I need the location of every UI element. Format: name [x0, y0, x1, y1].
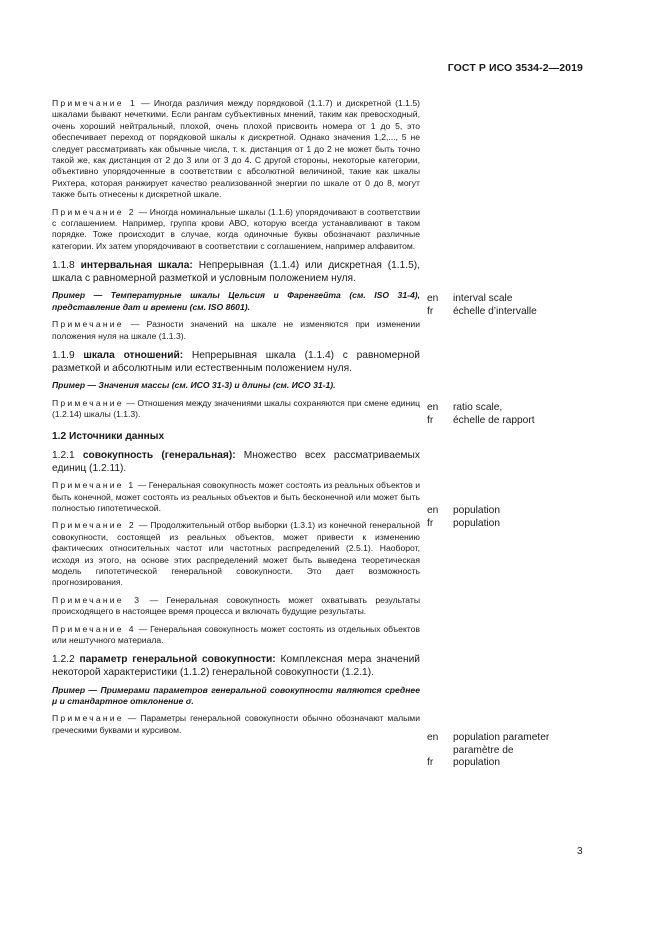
term-number: 1.1.8	[52, 260, 75, 272]
note-text: — Иногда номинальные шкалы (1.1.6) упорядочивают в соответствии с соглашением. Например, группа крови АВО, которую всегда устанавливают в таком порядке. Тоже происходит в случае, когда одиночные буквы обозначают различные категории. Их затем упорядочивают в соответствии с соглашением, например алфавитом.	[52, 206, 421, 251]
term-name: параметр генеральной совокупности:	[79, 654, 276, 666]
note-label: Примечание 1	[52, 98, 138, 108]
note-text: — Параметры генеральной совокупности обычно обозначают малыми греческими буквами и курсивом.	[52, 713, 420, 735]
term-name: совокупность (генеральная):	[82, 449, 236, 461]
translation-row	[427, 505, 587, 518]
translated-term: ratio scale,	[453, 402, 503, 413]
translation-row	[427, 402, 587, 415]
translation-row	[427, 415, 587, 428]
translated-term: population	[453, 757, 501, 769]
language-code: en	[427, 732, 439, 743]
note-paragraph	[52, 595, 420, 618]
note-label: Примечание 2	[52, 520, 136, 531]
language-code: en	[427, 505, 439, 516]
language-code: fr	[427, 757, 434, 769]
translation-row	[427, 757, 587, 770]
note-label: Примечание 1	[52, 480, 136, 491]
note-text: — Генеральная совокупность может охватывать результаты происходящего в настоящее время процесса и включать будущие результаты.	[52, 594, 421, 617]
language-code: fr	[427, 305, 434, 317]
translation-row	[427, 732, 587, 745]
note-paragraph	[52, 319, 420, 342]
note-paragraph	[52, 207, 420, 253]
page-number: 3	[577, 846, 583, 857]
note-label: Примечание	[52, 713, 124, 724]
term-number: 1.2.1	[52, 449, 75, 461]
note-paragraph	[52, 480, 420, 514]
term-name: интервальная шкала:	[80, 260, 193, 272]
translated-term: échelle de rapport	[453, 414, 535, 426]
translation-row	[427, 306, 587, 319]
translated-term: échelle d’intervalle	[453, 305, 537, 317]
translated-term: population	[453, 505, 501, 516]
note-label: Примечание	[52, 397, 124, 408]
translated-term: population parameter	[453, 732, 550, 743]
note-label: Примечание 4	[52, 623, 136, 634]
translation-row	[427, 745, 587, 758]
term-name: шкала отношений:	[83, 350, 184, 362]
term-definition	[52, 350, 420, 375]
language-code: en	[427, 293, 439, 304]
note-text: — Отношения между значениями шкалы сохраняются при смене единиц (1.2.14) шкалы (1.1.3).	[52, 397, 420, 420]
section-heading: 1.2 Источники данных	[52, 430, 165, 442]
note-paragraph	[52, 520, 420, 588]
language-code: en	[427, 402, 439, 413]
term-definition	[52, 450, 420, 475]
note-label: Примечание 3	[52, 594, 142, 605]
term-number: 1.2.2	[52, 654, 75, 666]
term-number: 1.1.9	[52, 350, 75, 362]
note-paragraph	[52, 713, 420, 736]
term-text: Непрерывная шкала (1.1.4) с равномерной разметкой и абсолютным или естественным положением нуля.	[52, 350, 420, 374]
example-paragraph: Пример — Примерами параметров генеральной совокупности являются среднее μ и стандартное отклонение σ.	[52, 684, 420, 706]
translation-row	[427, 293, 587, 306]
term-definition	[52, 260, 420, 285]
translation-row	[427, 518, 587, 531]
note-text: — Продолжительный отбор выборки (1.3.1) из конечной генеральной совокупности, состоящей из реальных объектов, может привести к изменению фактических относительных частот или частотных распределений (2.5.1). Наоборот, исходя из этого, на основе этих распределений может быть выведена теоретическая модель гипотетической генеральной совокупности. Это дает возможность прогнозирования.	[52, 520, 420, 588]
example-paragraph: Пример — Значения массы (см. ИСО 31-3) и длины (см. ИСО 31-1).	[52, 380, 336, 391]
translation-group	[427, 402, 587, 427]
note-paragraph	[52, 624, 420, 647]
language-code	[427, 745, 453, 758]
translation-group	[427, 505, 587, 530]
note-label: Примечание 2	[52, 206, 136, 217]
note-paragraph	[52, 398, 420, 421]
translated-term: interval scale	[453, 293, 513, 304]
note-text: — Генеральная совокупность может состоять из отдельных объектов или нештучного материала.	[52, 623, 420, 645]
note-text: — Разности значений на шкале не изменяются при изменении положения нуля на шкале (1.1.3).	[52, 319, 420, 341]
example-paragraph: Пример — Температурные шкалы Цельсия и Фаренгейта (см. ISO 31-4), представление дат и времени (см. ISO 8601).	[52, 290, 420, 312]
note-label: Примечание	[52, 319, 124, 330]
translated-term: paramètre de	[453, 744, 514, 756]
translation-group	[427, 732, 587, 770]
term-text: Непрерывная (1.1.4) или дискретная (1.1.5), шкала с равномерной разметкой и условным положением нуля.	[52, 260, 421, 284]
note-text: — Генеральная совокупность может состоять из реальных объектов и быть конечной, может состоять из реальных объектов и быть бесконечной или может быть полностью гипотетической.	[52, 480, 421, 513]
page-body	[52, 98, 420, 742]
document-code: ГОСТ Р ИСО 3534-2—2019	[447, 62, 583, 74]
language-code: fr	[427, 517, 434, 529]
note-text: — Иногда различия между порядковой (1.1.7) и дискретной (1.1.5) шкалами бывают нечеткими. Если рангам субъективных мнений, таким как превосходный, очень хороший нейтральный, плохой, очень плохой присвоить номера от 1 до 5, это обеспечивает переход от порядковой шкалы к дискретной. Однако значения 1,2,..., 5 не следует рассматривать как обычные числа, т. к. дистанция от 1 до 2 не может быть точно такой же, как дистанция от 2 до 3 или от 3 до 4. С другой стороны, некоторые категории, объективно упорядоченные в соответствии с абсолютной величиной, такие как шкалы Рихтера, которая ранжирует качество реализованной энергии по шкале от 0 до 8, могут также быть отнесены к дискретной шкале.	[52, 98, 420, 200]
translated-term: population	[453, 517, 501, 529]
term-definition	[52, 654, 420, 679]
term-text: Множество всех рассматриваемых единиц (1.2.11).	[52, 449, 420, 474]
note-paragraph	[52, 98, 420, 201]
translation-group	[427, 293, 587, 318]
term-text: Комплексная мера значений некоторой характеристики (1.1.2) генеральной совокупности (1.2.1).	[52, 654, 420, 678]
language-code: fr	[427, 414, 434, 426]
